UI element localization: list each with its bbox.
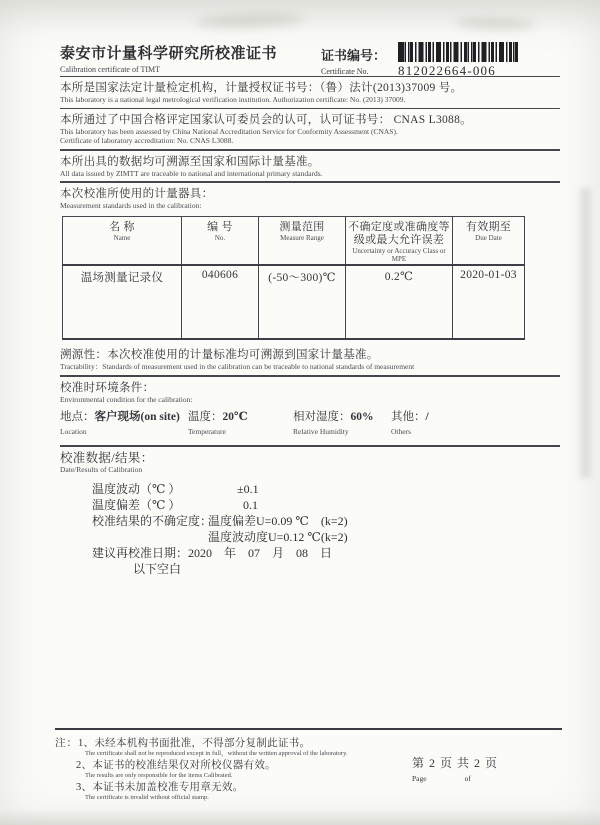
results-heading-cn: 校准数据/结果： xyxy=(60,451,154,465)
page-title: 泰安市计量科学研究所校准证书 xyxy=(60,46,278,62)
statement-en: This laboratory has been assessed by China National Accreditation Service for Conformity Assessment (CNAS). xyxy=(60,126,398,136)
env-label-en: Location xyxy=(60,426,87,436)
divider xyxy=(55,728,562,730)
results-block xyxy=(92,481,560,577)
env-value: 20℃ xyxy=(222,410,248,423)
standards-table xyxy=(62,216,525,340)
note-3-en: The certificate is invalid without official stamp. xyxy=(85,794,209,801)
title-block xyxy=(60,42,277,74)
standards-table-header-row xyxy=(63,216,525,265)
note-2-en: The results are only responsible for the items Calibrated. xyxy=(85,772,233,779)
uncertainty-row-1 xyxy=(92,513,560,529)
uncertainty-row-2 xyxy=(92,529,560,545)
statement-en: This laboratory is a national legal metrological verification institution. Authorization certificate: No. (2013) 37009. xyxy=(60,95,406,104)
table-row xyxy=(63,265,525,339)
env-label-en: Temperature xyxy=(188,426,226,436)
page-label-en: Page xyxy=(412,774,427,783)
recalibration-row xyxy=(92,545,560,561)
page-number-block xyxy=(412,738,562,802)
statement-accreditation xyxy=(60,109,560,149)
blank-below-note: 以下空白 xyxy=(133,561,182,576)
traceability-en: Tractability：Standards of measurement used in the calibration can be traceable to national standards of measurement xyxy=(60,361,415,371)
certificate-content xyxy=(60,42,560,577)
standards-heading xyxy=(60,183,560,211)
env-label-en: Others xyxy=(391,426,411,436)
cell-measure-range: (-50～300)℃ xyxy=(259,265,346,339)
certificate-no-label-en: Certificate No. xyxy=(321,67,369,76)
traceability-cn: 溯源性：本次校准使用的计量标准均可溯源到国家计量基准。 xyxy=(60,348,379,361)
scan-smudge xyxy=(455,17,535,30)
env-location xyxy=(60,410,188,437)
environment-heading-cn: 校准时环境条件： xyxy=(60,382,155,394)
env-value: / xyxy=(425,410,429,423)
environment-heading-en: Environmental condition for the calibration: xyxy=(60,395,193,404)
environment-section xyxy=(60,377,560,445)
barcode-icon xyxy=(398,42,518,62)
certificate-no-label: 证书编号： xyxy=(321,48,387,63)
cell-uncertainty: 0.2℃ xyxy=(346,265,453,339)
scan-smudge xyxy=(195,12,305,29)
results-heading-en: Date/Results of Calibration xyxy=(60,465,143,474)
results-heading xyxy=(60,447,560,475)
env-temperature xyxy=(188,410,293,437)
cell-due-date: 2020-01-03 xyxy=(453,265,525,339)
statement-en: All data issued by ZIMTT are traceable to national and international primary standards. xyxy=(60,168,323,178)
col-uncertainty: 不确定度或准确度等级或最大允许误差 Uncertainty or Accuracy Class or MPE xyxy=(346,216,453,265)
env-label-en: Relative Humidity xyxy=(293,426,349,436)
env-value: 60% xyxy=(350,410,374,423)
statement-en2: Certificate of laboratory accreditation: No. CNAS L3088. xyxy=(60,136,234,145)
uncertainty-value-2: 温度波动度U=0.12 ℃(k=2) xyxy=(208,529,348,544)
statement-cn: 本所是国家法定计量检定机构，计量授权证书号：（鲁）法计(2013)37009 号。 xyxy=(60,82,463,94)
page-of-label: of xyxy=(464,774,471,783)
env-label: 温度： xyxy=(188,410,223,423)
statement-cn: 本所通过了中国合格评定国家认可委员会的认可，认可证书号： CNAS L3088。 xyxy=(60,113,472,126)
note-2-cn: 2、本证书的校准结果仅对所校仪器有效。 xyxy=(76,760,276,771)
col-measure-range: 测量范围 Measure Range xyxy=(259,216,346,265)
standards-heading-cn: 本次校准所使用的计量器具： xyxy=(60,188,214,200)
recalibration-value: 2020 年 07 月 08 日 xyxy=(188,545,333,560)
cell-name: 温场测量记录仪 xyxy=(63,265,182,339)
statement-cn: 本所出具的数据均可溯源至国家和国际计量基准。 xyxy=(60,155,320,168)
standards-heading-en: Measurement standards used in the calibration: xyxy=(60,201,202,210)
env-humidity xyxy=(293,410,391,437)
certificate-no-label-block xyxy=(321,45,386,76)
uncertainty-value-1: 温度偏差U=0.09 ℃ (k=2) xyxy=(208,513,348,528)
scan-edge-shadow xyxy=(580,188,591,478)
env-label: 其他： xyxy=(391,410,426,423)
result-row-fluctuation: 温度波动 （℃ ） ±0.1 xyxy=(92,481,259,496)
certificate-no-block xyxy=(398,42,518,79)
certificate-footer xyxy=(55,728,562,802)
page-title-en: Calibration certificate of TIMT xyxy=(60,65,161,74)
col-due-date: 有效期至 Due Date xyxy=(453,216,525,265)
col-name: 名 称 Name xyxy=(63,216,182,265)
col-no: 编 号 No. xyxy=(182,216,259,265)
env-label: 相对湿度： xyxy=(293,410,351,423)
env-label: 地点： xyxy=(60,410,95,423)
cell-no: 040606 xyxy=(182,265,259,339)
uncertainty-label: 校准结果的不确定度： xyxy=(92,513,213,528)
result-row-deviation: 温度偏差 （℃ ） 0.1 xyxy=(92,497,258,512)
statement-traceable-data xyxy=(60,151,560,182)
page-number-cn: 第 2 页 共 2 页 xyxy=(412,756,499,770)
note-3-cn: 3、本证书未加盖校准专用章无效。 xyxy=(76,782,244,793)
env-value: 客户现场(on site) xyxy=(94,410,180,423)
note-1-en: The certificate shall not be reproduced except in full，without the written approval of the laboratory. xyxy=(85,750,348,757)
scan-bottom-shadow xyxy=(0,809,600,825)
notes-block xyxy=(55,738,412,802)
env-others xyxy=(391,410,560,437)
environment-items xyxy=(60,410,560,437)
notes-label: 注： xyxy=(55,738,78,749)
certificate-number: 812022664-006 xyxy=(398,63,496,78)
certificate-header xyxy=(60,42,560,76)
traceability-statement xyxy=(60,340,560,376)
recalibration-label: 建议再校准日期： xyxy=(92,545,189,560)
statement-authorization xyxy=(60,77,560,108)
note-1-cn: 1、未经本机构书面批准，不得部分复制此证书。 xyxy=(78,738,311,749)
